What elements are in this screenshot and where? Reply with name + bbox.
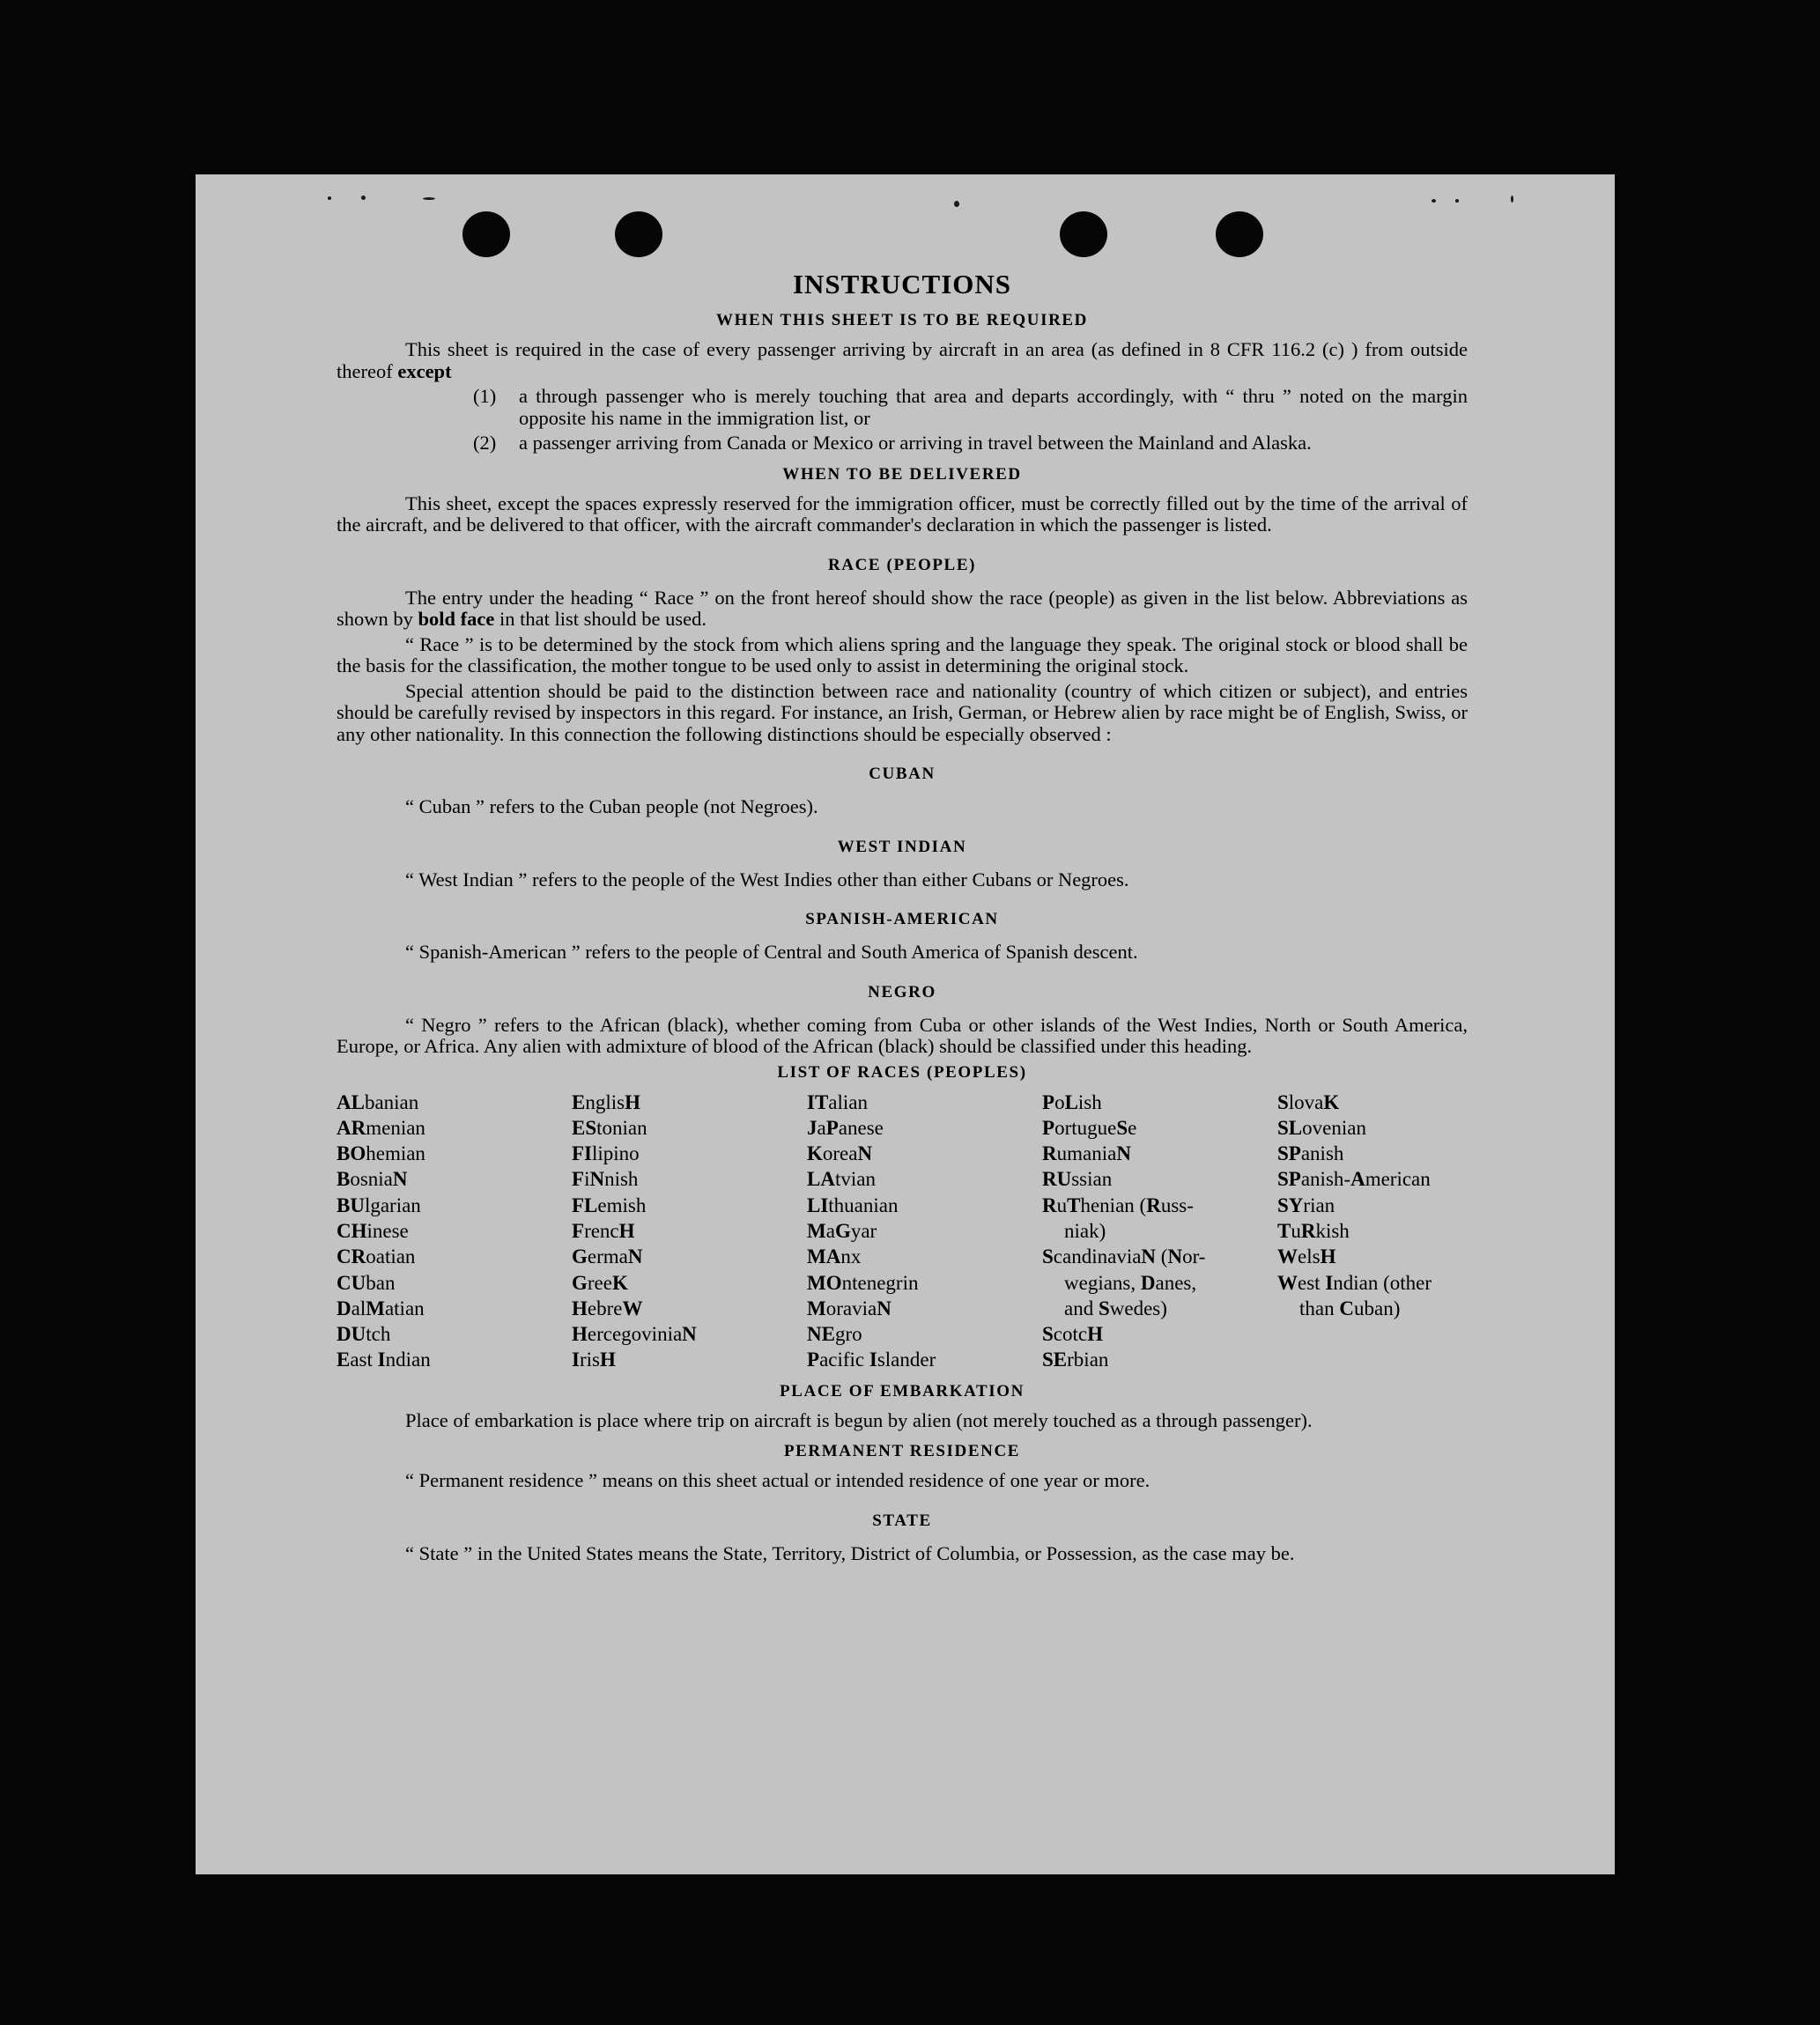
race-entry: SYrian <box>1277 1194 1335 1216</box>
race-entry: CHinese <box>337 1219 409 1242</box>
punch-hole-2 <box>615 211 662 257</box>
dust-speck <box>1455 199 1459 203</box>
race-entry: FrencH <box>572 1219 635 1242</box>
race-entry: GermaN <box>572 1245 643 1268</box>
races-column <box>1042 1090 1277 1373</box>
race-entry: HebreW <box>572 1297 643 1319</box>
race-entry: DUtch <box>337 1323 391 1346</box>
heading-cuban: CUBAN <box>869 765 936 783</box>
race-entry: ScotcH <box>1042 1323 1103 1346</box>
race-entry: ITalian <box>807 1090 868 1113</box>
race-entry: SLovenian <box>1277 1116 1366 1139</box>
heading-embarkation: PLACE OF EMBARKATION <box>780 1381 1025 1401</box>
when-delivered-text: This sheet, except the spaces expressly reserved for the immigration officer, must be correctly filled out by the time of the arrival of the aircraft, and be delivered to that officer, with the aircraft commander's declaration in which the passenger is listed. <box>337 491 1468 536</box>
race-entry: SlovaK <box>1277 1090 1340 1113</box>
race-entry: than Cuban) <box>1299 1297 1401 1319</box>
race-entry: SPanish <box>1277 1142 1344 1165</box>
exception-1: (1) a through passenger who is merely touching that area and departs accordingly, with “ thru ” noted on the margin opposite his name in the immigration list, or <box>473 385 1468 429</box>
race-entry: PortugueSe <box>1042 1116 1137 1139</box>
race-entry: Pacific Islander <box>807 1349 936 1371</box>
race-entry: RuThenian (Russ- <box>1042 1194 1194 1216</box>
races-column <box>572 1090 807 1373</box>
race-entry: East Indian <box>337 1349 431 1371</box>
race-entry: GreeK <box>572 1271 628 1294</box>
embarkation-text: Place of embarkation is place where trip on aircraft is begun by alien (not merely touched as a through passenger). <box>405 1408 1313 1431</box>
race-entry: BosniaN <box>337 1168 408 1191</box>
races-list <box>337 1090 1468 1373</box>
race-entry: MaGyar <box>807 1219 877 1242</box>
cuban-text: “ Cuban ” refers to the Cuban people (not Negroes). <box>405 795 818 817</box>
race-entry: SErbian <box>1042 1349 1109 1371</box>
race-entry: ScandinaviaN (Nor- <box>1042 1245 1206 1268</box>
race-entry: BUlgarian <box>337 1194 421 1216</box>
races-column <box>1277 1090 1468 1373</box>
race-entry: CRoatian <box>337 1245 416 1268</box>
race-entry: TuRkish <box>1277 1219 1350 1242</box>
race-entry: DalMatian <box>337 1297 425 1319</box>
race-entry: EStonian <box>572 1116 647 1139</box>
heading-race: RACE (PEOPLE) <box>827 555 977 574</box>
exception-2: (2) a passenger arriving from Canada or Mexico or arriving in travel between the Mainland and Alaska. <box>473 432 1312 454</box>
race-entry: CUban <box>337 1271 396 1294</box>
race-entry: MAnx <box>807 1245 862 1268</box>
race-entry: LAtvian <box>807 1168 876 1191</box>
race-entry: FLemish <box>572 1194 647 1216</box>
heading-when-required: WHEN THIS SHEET IS TO BE REQUIRED <box>715 311 1089 329</box>
dust-speck <box>1511 196 1513 203</box>
heading-negro: NEGRO <box>868 982 936 1001</box>
races-column <box>807 1090 1042 1373</box>
race-entry: MOntenegrin <box>807 1271 919 1294</box>
instructions-content <box>337 269 1468 1568</box>
race-entry: wegians, Danes, <box>1064 1271 1197 1294</box>
dust-speck <box>954 201 959 207</box>
race-entry: WelsH <box>1277 1245 1336 1268</box>
race-entry: KoreaN <box>807 1142 873 1165</box>
race-entry: and Swedes) <box>1064 1297 1167 1319</box>
permanent-residence-text: “ Permanent residence ” means on this sheet actual or intended residence of one year or more. <box>405 1469 1150 1492</box>
race-entry: RUssian <box>1042 1168 1113 1191</box>
race-entry: RumaniaN <box>1042 1142 1131 1165</box>
race-paragraph-1: The entry under the heading “ Race ” on the front hereof should show the race (people) as given in the list below. Abbreviations as shown by bold face in that list should be used. <box>337 586 1468 630</box>
races-column <box>337 1090 572 1373</box>
punch-hole-3 <box>1060 211 1107 257</box>
race-entry: NEgro <box>807 1323 862 1346</box>
heading-permanent-residence: PERMANENT RESIDENCE <box>783 1442 1021 1461</box>
race-entry: niak) <box>1064 1219 1106 1242</box>
race-entry: MoraviaN <box>807 1297 892 1319</box>
race-paragraph-2: “ Race ” is to be determined by the stock from which aliens spring and the language they speak. The original stock or blood shall be the basis for the classification, the mother tongue to be used only to assist in determining the original stock. <box>337 632 1468 676</box>
race-entry: ARmenian <box>337 1116 425 1139</box>
dust-speck <box>1432 199 1436 203</box>
race-entry: FIlipino <box>572 1142 640 1165</box>
heading-when-delivered: WHEN TO BE DELIVERED <box>782 464 1022 484</box>
dust-speck <box>328 196 331 200</box>
state-text: “ State ” in the United States means the State, Territory, District of Columbia, or Possession, as the case may be. <box>405 1541 1295 1564</box>
heading-list-of-races: LIST OF RACES (PEOPLES) <box>777 1062 1027 1082</box>
race-paragraph-3: Special attention should be paid to the distinction between race and nationality (country of which citizen or subject), and entries should be carefully revised by inspectors in this regard. For instance, an Irish, German, or Hebrew alien by race might be of English, Swiss, or any other nationality. In this connection the following distinctions should be especially observed : <box>337 679 1468 745</box>
race-entry: EnglisH <box>572 1090 640 1113</box>
race-entry: LIthuanian <box>807 1194 899 1216</box>
race-entry: FiNnish <box>572 1168 639 1191</box>
spanish-american-text: “ Spanish-American ” refers to the people of Central and South America of Spanish descent. <box>405 941 1138 963</box>
heading-spanish-american: SPANISH-AMERICAN <box>805 910 999 928</box>
race-entry: PoLish <box>1042 1090 1102 1113</box>
when-required-intro: This sheet is required in the case of every passenger arriving by aircraft in an area (as defined in 8 CFR 116.2 (c) ) from outside thereof except <box>337 338 1468 382</box>
heading-west-indian: WEST INDIAN <box>837 837 967 856</box>
heading-state: STATE <box>872 1511 932 1530</box>
race-entry: JaPanese <box>807 1116 884 1139</box>
race-entry: IrisH <box>572 1349 616 1371</box>
page-title: INSTRUCTIONS <box>792 269 1011 299</box>
race-entry: West Indian (other <box>1277 1271 1432 1294</box>
dust-speck <box>423 197 435 200</box>
dust-speck <box>361 196 366 200</box>
race-entry: BOhemian <box>337 1142 425 1165</box>
punch-hole-4 <box>1216 211 1263 257</box>
race-entry: HercegoviniaN <box>572 1323 697 1346</box>
race-entry: ALbanian <box>337 1090 419 1113</box>
punch-hole-1 <box>462 211 510 257</box>
race-entry: SPanish-American <box>1277 1168 1431 1191</box>
negro-text: “ Negro ” refers to the African (black), whether coming from Cuba or other islands of the West Indies, North or South America, Europe, or Africa. Any alien with admixture of blood of the African (black) should be classified under this heading. <box>337 1013 1468 1057</box>
west-indian-text: “ West Indian ” refers to the people of the West Indies other than either Cubans or Negroes. <box>405 868 1129 891</box>
